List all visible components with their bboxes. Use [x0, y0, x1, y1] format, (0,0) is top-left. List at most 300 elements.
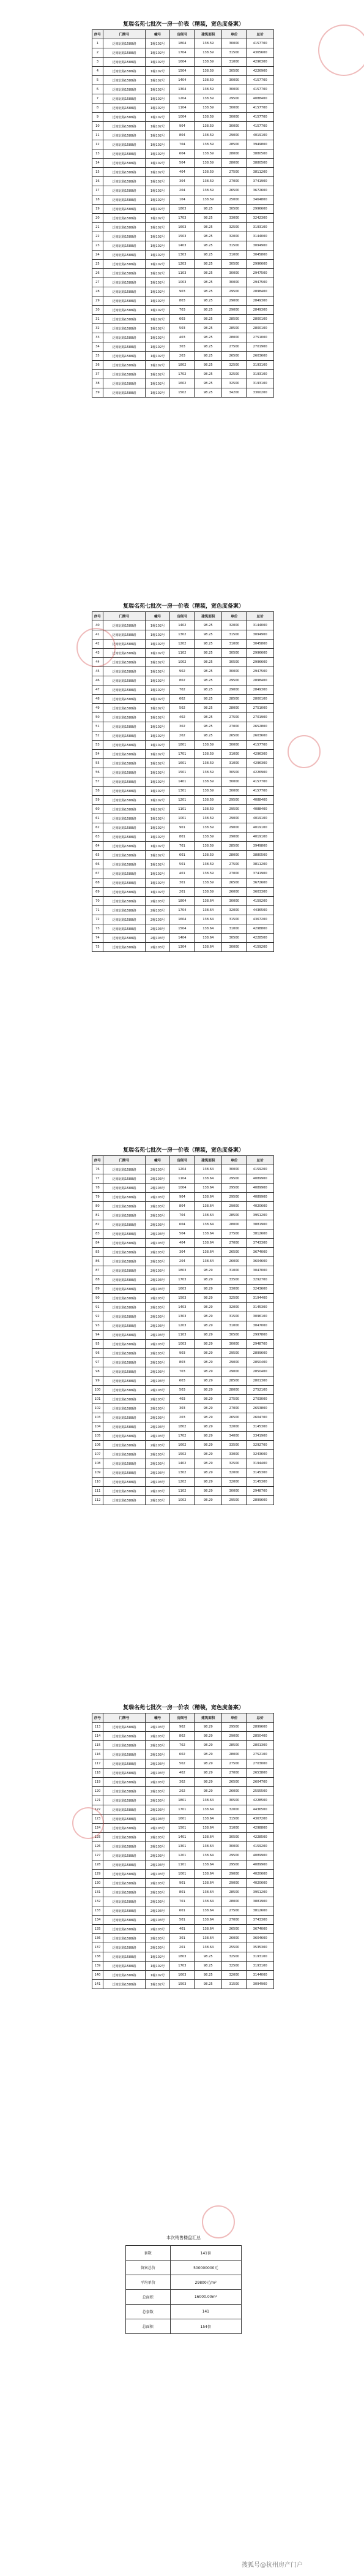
table-cell: 98.29: [195, 1478, 222, 1487]
table-cell: 泛塘北路1588路: [103, 1340, 145, 1349]
table-cell: 1601: [170, 759, 195, 768]
table-cell: 1303: [170, 251, 195, 260]
table-cell: 8: [92, 104, 103, 113]
table-cell: 3535300: [247, 1943, 274, 1952]
table-row: [92, 842, 274, 851]
table-cell: 4157700: [247, 39, 274, 48]
table-cell: 1幢102号: [146, 842, 170, 851]
table-cell: 29500: [222, 287, 247, 297]
table-cell: 17: [92, 186, 103, 195]
table-cell: 88: [92, 1275, 103, 1285]
table-cell: 97: [92, 1358, 103, 1367]
table-cell: 504: [170, 1229, 195, 1239]
column-header: 单价: [222, 1713, 247, 1723]
table-cell: 1幢102号: [146, 113, 170, 122]
table-cell: 泛塘北路1588路: [103, 1220, 145, 1229]
table-cell: 98.25: [195, 315, 222, 324]
table-cell: 138.59: [195, 168, 222, 177]
table-cell: 1603: [170, 1285, 195, 1294]
table-cell: 98.25: [195, 333, 222, 342]
table-row: [92, 869, 274, 878]
table-cell: 1幢102号: [146, 168, 170, 177]
table-cell: 138.59: [195, 149, 222, 159]
table-cell: 泛塘北路1588路: [103, 333, 145, 342]
table-cell: 2幢103号: [146, 1220, 170, 1229]
table-cell: 42: [92, 640, 103, 649]
table-cell: 69: [92, 888, 103, 897]
table-cell: 51: [92, 722, 103, 731]
table-cell: 1503: [170, 1294, 195, 1303]
table-cell: 111: [92, 1487, 103, 1496]
table-cell: 2996600: [247, 658, 274, 667]
summary-value: 141: [170, 2305, 241, 2319]
table-cell: 98.29: [195, 1487, 222, 1496]
table-cell: 29500: [222, 94, 247, 104]
table-cell: 3672600: [247, 878, 274, 888]
table-cell: 137: [92, 1943, 103, 1952]
table-cell: 129: [92, 1870, 103, 1879]
table-cell: 82: [92, 1220, 103, 1229]
table-cell: 3464800: [247, 195, 274, 205]
table-cell: 27500: [222, 1395, 247, 1404]
table-cell: 28000: [222, 1750, 247, 1759]
table-cell: 98.29: [195, 1459, 222, 1468]
table-cell: 81: [92, 1211, 103, 1220]
table-cell: 138.64: [195, 1165, 222, 1174]
table-cell: 2幢103号: [146, 915, 170, 924]
table-cell: 2948700: [247, 1340, 274, 1349]
table-row: [92, 1377, 274, 1386]
table-cell: 25500: [222, 1943, 247, 1952]
table-cell: 2幢103号: [146, 1759, 170, 1769]
table-cell: 1701: [170, 750, 195, 759]
table-cell: 30000: [222, 104, 247, 113]
table-cell: 3243600: [247, 1450, 274, 1459]
table-cell: 702: [170, 1741, 195, 1750]
summary-value: 141套: [170, 2246, 241, 2261]
table-cell: 泛塘北路1588路: [103, 1759, 145, 1769]
table-cell: 3743300: [247, 1239, 274, 1248]
table-cell: 53: [92, 741, 103, 750]
table-cell: 1703: [170, 214, 195, 223]
table-cell: 泛塘北路1588路: [103, 777, 145, 787]
table-cell: 26500: [222, 731, 247, 741]
table-row: [92, 888, 274, 897]
table-cell: 1403: [170, 1303, 195, 1312]
table-cell: 1: [92, 39, 103, 48]
table-cell: 134: [92, 1916, 103, 1925]
table-cell: 泛塘北路1588路: [103, 1916, 145, 1925]
table-cell: 1幢102号: [146, 667, 170, 676]
table-cell: 502: [170, 704, 195, 713]
table-cell: 2幢103号: [146, 1750, 170, 1759]
table-cell: 2幢103号: [146, 1184, 170, 1193]
table-cell: 29500: [222, 1723, 247, 1732]
table-cell: 26000: [222, 1257, 247, 1266]
table-cell: 2幢103号: [146, 1377, 170, 1386]
table-cell: 28500: [222, 140, 247, 149]
table-cell: 301: [170, 1934, 195, 1943]
table-row: [92, 67, 274, 76]
table-cell: 2幢103号: [146, 1321, 170, 1331]
table-cell: 98.25: [195, 1980, 222, 1989]
table-cell: 98.29: [195, 1266, 222, 1275]
table-cell: 98.29: [195, 1331, 222, 1340]
table-cell: 98.29: [195, 1303, 222, 1312]
table-cell: 泛塘北路1588路: [103, 1796, 145, 1805]
table-cell: 98.25: [195, 1971, 222, 1980]
table-cell: 2653800: [247, 1404, 274, 1413]
table-cell: 138.64: [195, 1796, 222, 1805]
table-cell: 12: [92, 140, 103, 149]
table-cell: 112: [92, 1496, 103, 1505]
table-cell: 904: [170, 122, 195, 131]
table-row: [92, 796, 274, 805]
table-cell: 2948700: [247, 1487, 274, 1496]
table-cell: 2幢103号: [146, 1229, 170, 1239]
table-cell: 138.64: [195, 1943, 222, 1952]
table-cell: 3812600: [247, 1906, 274, 1916]
table-cell: 32500: [222, 1952, 247, 1962]
table-cell: 2幢103号: [146, 1860, 170, 1870]
table-cell: 98.29: [195, 1468, 222, 1478]
table-cell: 1幢102号: [146, 177, 170, 186]
table-cell: 4367200: [247, 915, 274, 924]
table-cell: 95: [92, 1340, 103, 1349]
table-cell: 64: [92, 842, 103, 851]
table-cell: 27000: [222, 1404, 247, 1413]
table-cell: 404: [170, 168, 195, 177]
table-cell: 1幢102号: [146, 223, 170, 232]
table-cell: 1幢102号: [146, 214, 170, 223]
table-cell: 30000: [222, 1340, 247, 1349]
table-cell: 62: [92, 823, 103, 833]
table-cell: 138.64: [195, 1248, 222, 1257]
table-cell: 29500: [222, 1174, 247, 1184]
table-cell: 98.29: [195, 1413, 222, 1422]
table-row: [92, 315, 274, 324]
table-cell: 29000: [222, 833, 247, 842]
table-row: [92, 104, 274, 113]
table-cell: 103: [92, 1413, 103, 1422]
table-cell: 98.29: [195, 1404, 222, 1413]
table-cell: 10: [92, 122, 103, 131]
table-cell: 2幢103号: [146, 1193, 170, 1202]
table-row: [92, 1962, 274, 1971]
table-cell: 2幢103号: [146, 1441, 170, 1450]
table-cell: 98.25: [195, 704, 222, 713]
table-cell: 25: [92, 260, 103, 269]
table-cell: 泛塘北路1588路: [103, 1496, 145, 1505]
table-row: [92, 1340, 274, 1349]
table-cell: 903: [170, 1349, 195, 1358]
table-row: [92, 750, 274, 759]
table-cell: 1幢102号: [146, 750, 170, 759]
table-cell: 100: [92, 1386, 103, 1395]
table-cell: 1103: [170, 269, 195, 278]
table-row: [92, 1349, 274, 1358]
table-row: [92, 1952, 274, 1962]
table-row: [92, 1395, 274, 1404]
table-cell: 3243600: [247, 1285, 274, 1294]
table-cell: 泛塘北路1588路: [103, 1266, 145, 1275]
table-cell: 303: [170, 1404, 195, 1413]
table-cell: 36: [92, 361, 103, 370]
table-cell: 3743300: [247, 1916, 274, 1925]
table-row: [92, 823, 274, 833]
table-cell: 泛塘北路1588路: [103, 759, 145, 768]
seal-stamp: [202, 2205, 235, 2238]
table-cell: 1603: [170, 223, 195, 232]
table-cell: 泛塘北路1588路: [103, 1432, 145, 1441]
table-cell: 2幢103号: [146, 1906, 170, 1916]
table-cell: 1幢102号: [146, 104, 170, 113]
table-cell: 1幢102号: [146, 787, 170, 796]
table-cell: 泛塘北路1588路: [103, 159, 145, 168]
table-cell: 泛塘北路1588路: [103, 1952, 145, 1962]
table-cell: 泛塘北路1588路: [103, 269, 145, 278]
table-cell: 32000: [222, 1303, 247, 1312]
table-cell: 1803: [170, 205, 195, 214]
table-cell: 30000: [222, 278, 247, 287]
table-cell: 28000: [222, 333, 247, 342]
summary-table: [125, 2245, 242, 2334]
table-cell: 2849300: [247, 297, 274, 306]
table-row: [92, 1732, 274, 1741]
table-cell: 29000: [222, 131, 247, 140]
table-cell: 4157700: [247, 76, 274, 85]
table-cell: 3194400: [247, 1459, 274, 1468]
table-cell: 138.59: [195, 39, 222, 48]
table-cell: 2幢103号: [146, 1165, 170, 1174]
table-cell: 34000: [222, 1432, 247, 1441]
table-row: [92, 361, 274, 370]
table-cell: 703: [170, 1367, 195, 1377]
table-cell: 302: [170, 722, 195, 731]
table-cell: 2幢103号: [146, 1386, 170, 1395]
table-cell: 303: [170, 342, 195, 352]
summary-row: [126, 2305, 242, 2319]
table-cell: 26500: [222, 1413, 247, 1422]
table-cell: 1603: [170, 1971, 195, 1980]
table-cell: 2幢103号: [146, 1275, 170, 1285]
table-cell: 31000: [222, 1824, 247, 1833]
table-cell: 30500: [222, 67, 247, 76]
table-cell: 泛塘北路1588路: [103, 731, 145, 741]
table-cell: 27500: [222, 342, 247, 352]
table-cell: 泛塘北路1588路: [103, 76, 145, 85]
summary-value: 154套: [170, 2319, 241, 2334]
table-cell: 泛塘北路1588路: [103, 1879, 145, 1888]
seal-stamp: [76, 628, 116, 667]
table-row: [92, 1459, 274, 1468]
table-cell: 138.64: [195, 1184, 222, 1193]
table-cell: 31: [92, 315, 103, 324]
table-row: [92, 1769, 274, 1778]
table-cell: 泛塘北路1588路: [103, 1239, 145, 1248]
table-row: [92, 1321, 274, 1331]
table-cell: 1幢102号: [146, 297, 170, 306]
table-cell: 3193100: [247, 370, 274, 379]
table-cell: 泛塘北路1588路: [103, 768, 145, 777]
table-cell: 泛塘北路1588路: [103, 1897, 145, 1906]
table-cell: 138.59: [195, 888, 222, 897]
table-cell: 1301: [170, 787, 195, 796]
table-cell: 27500: [222, 713, 247, 722]
table-cell: 1604: [170, 915, 195, 924]
table-cell: 2996600: [247, 260, 274, 269]
watermark: 搜狐号@杭州房产门户: [242, 2562, 303, 2569]
table-row: [92, 722, 274, 731]
table-cell: 98.25: [195, 361, 222, 370]
table-cell: 98.25: [195, 658, 222, 667]
table-cell: 1602: [170, 1441, 195, 1450]
table-row: [92, 860, 274, 869]
table-cell: 4019100: [247, 131, 274, 140]
table-cell: 138.64: [195, 1842, 222, 1851]
table-cell: 98.29: [195, 1759, 222, 1769]
table-cell: 20: [92, 214, 103, 223]
table-cell: 2幢103号: [146, 1450, 170, 1459]
table-cell: 泛塘北路1588路: [103, 1842, 145, 1851]
table-cell: 98.25: [195, 695, 222, 704]
table-cell: 1201: [170, 1851, 195, 1860]
table-row: [92, 897, 274, 906]
table-cell: 4159200: [247, 897, 274, 906]
table-cell: 33: [92, 333, 103, 342]
table-row: [92, 1723, 274, 1732]
table-cell: 4436500: [247, 1805, 274, 1815]
table-cell: 泛塘北路1588路: [103, 113, 145, 122]
table-row: [92, 1860, 274, 1870]
table-cell: 138.59: [195, 805, 222, 814]
table-cell: 泛塘北路1588路: [103, 934, 145, 943]
table-cell: 27000: [222, 1916, 247, 1925]
table-cell: 3193100: [247, 379, 274, 388]
summary-label: 套数: [126, 2246, 171, 2261]
table-cell: 1703: [170, 1275, 195, 1285]
table-cell: 27000: [222, 177, 247, 186]
table-cell: 2幢103号: [146, 1934, 170, 1943]
table-cell: 98.29: [195, 1386, 222, 1395]
table-row: [92, 805, 274, 814]
table-cell: 泛塘北路1588路: [103, 1303, 145, 1312]
table-cell: 204: [170, 1257, 195, 1266]
table-cell: 102: [92, 1404, 103, 1413]
column-header: 门牌号: [103, 612, 145, 621]
table-cell: 138.59: [195, 177, 222, 186]
table-cell: 28500: [222, 1377, 247, 1386]
table-cell: 泛塘北路1588路: [103, 1422, 145, 1432]
table-cell: 1304: [170, 85, 195, 94]
table-cell: 138.59: [195, 122, 222, 131]
table-cell: 1503: [170, 1980, 195, 1989]
table-cell: 1802: [170, 1422, 195, 1432]
table-cell: 30000: [222, 39, 247, 48]
table-cell: 3881900: [247, 1220, 274, 1229]
table-cell: 2899600: [247, 1723, 274, 1732]
table-cell: 1203: [170, 260, 195, 269]
table-cell: 29000: [222, 1367, 247, 1377]
table-cell: 2幢103号: [146, 1294, 170, 1303]
table-cell: 4088400: [247, 805, 274, 814]
table-cell: 138.59: [195, 94, 222, 104]
table-cell: 1302: [170, 1468, 195, 1478]
table-cell: 泛塘北路1588路: [103, 104, 145, 113]
table-cell: 1幢102号: [146, 722, 170, 731]
table-cell: 138.59: [195, 48, 222, 58]
table-cell: 2幢103号: [146, 906, 170, 915]
table-cell: 1001: [170, 814, 195, 823]
table-row: [92, 667, 274, 676]
table-cell: 2898400: [247, 676, 274, 686]
table-cell: 124: [92, 1824, 103, 1833]
table-row: [92, 1184, 274, 1193]
table-cell: 泛塘北路1588路: [103, 1870, 145, 1879]
table-cell: 2幢103号: [146, 1842, 170, 1851]
table-cell: 138.64: [195, 1870, 222, 1879]
table-cell: 138.64: [195, 897, 222, 906]
table-cell: 2幢103号: [146, 1468, 170, 1478]
table-cell: 138.59: [195, 85, 222, 94]
summary-row: [126, 2275, 242, 2290]
table-cell: 1幢102号: [146, 48, 170, 58]
table-cell: 泛塘北路1588路: [103, 94, 145, 104]
table-cell: 16: [92, 177, 103, 186]
table-cell: 23: [92, 241, 103, 251]
table-cell: 138.59: [195, 878, 222, 888]
table-cell: 1幢102号: [146, 713, 170, 722]
table-cell: 泛塘北路1588路: [103, 621, 145, 630]
table-cell: 3047000: [247, 1321, 274, 1331]
table-cell: 泛塘北路1588路: [103, 1294, 145, 1303]
table-cell: 泛塘北路1588路: [103, 177, 145, 186]
table-cell: 49: [92, 704, 103, 713]
table-cell: 29000: [222, 1879, 247, 1888]
column-header: 幢号: [146, 1713, 170, 1723]
summary-label: 平均单价: [126, 2275, 171, 2290]
table-cell: 138.59: [195, 76, 222, 85]
table-cell: 1604: [170, 58, 195, 67]
table-cell: 1002: [170, 658, 195, 667]
table-cell: 1704: [170, 48, 195, 58]
table-cell: 1幢102号: [146, 67, 170, 76]
table-row: [92, 260, 274, 269]
column-header: 序号: [92, 30, 103, 39]
table-cell: 54: [92, 750, 103, 759]
table-cell: 泛塘北路1588路: [103, 1413, 145, 1422]
table-cell: 77: [92, 1174, 103, 1184]
table-cell: 30000: [222, 667, 247, 676]
table-cell: 1203: [170, 1321, 195, 1331]
table-row: [92, 140, 274, 149]
table-cell: 泛塘北路1588路: [103, 1404, 145, 1413]
table-cell: 28500: [222, 315, 247, 324]
table-cell: 30000: [222, 1487, 247, 1496]
table-row: [92, 759, 274, 768]
column-header: 建筑面积: [195, 1156, 222, 1165]
table-cell: 泛塘北路1588路: [103, 1358, 145, 1367]
table-cell: 52: [92, 731, 103, 741]
table-cell: 57: [92, 777, 103, 787]
table-cell: 31000: [222, 58, 247, 67]
table-cell: 28000: [222, 159, 247, 168]
table-cell: 泛塘北路1588路: [103, 1805, 145, 1815]
table-row: [92, 924, 274, 934]
column-header: 建筑面积: [195, 612, 222, 621]
table-cell: 30500: [222, 1796, 247, 1805]
table-row: [92, 1897, 274, 1906]
